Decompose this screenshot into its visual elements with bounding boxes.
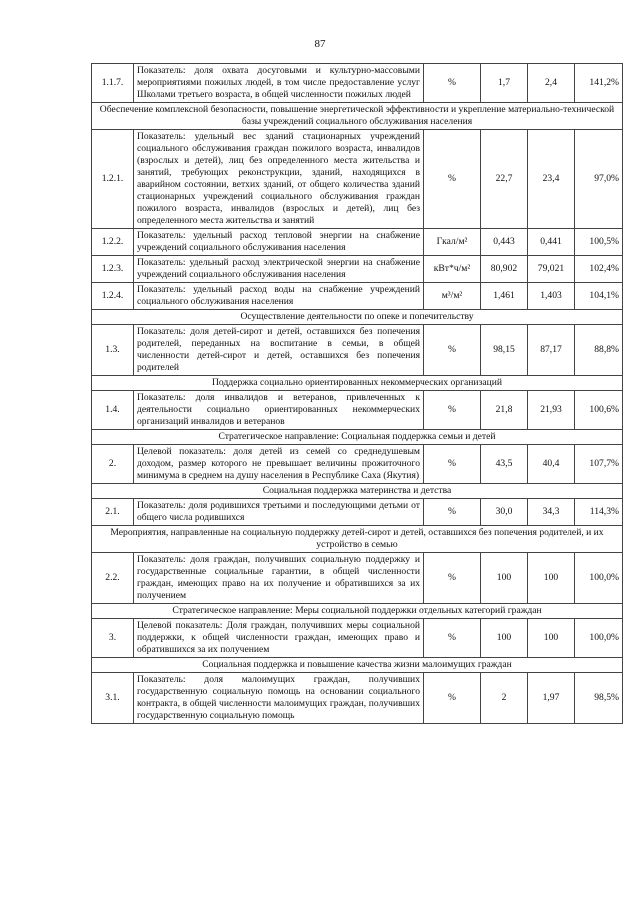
value-cell: 21,93 xyxy=(528,391,575,430)
value-cell: 79,021 xyxy=(528,256,575,283)
page-number: 87 xyxy=(314,38,326,50)
section-row xyxy=(92,658,623,673)
indicator-description: Показатель: доля инвалидов и ветеранов, привлеченных к деятельности социально ориентированных некоммерческих организаций инвалидов и ветеранов xyxy=(134,391,424,430)
percent-cell: 88,8% xyxy=(575,325,623,376)
percent-cell: 141,2% xyxy=(575,64,623,103)
unit-cell: м³/м² xyxy=(424,283,481,310)
unit-cell: % xyxy=(424,673,481,724)
table-body xyxy=(92,64,623,724)
section-heading: Обеспечение комплексной безопасности, повышение энергетической эффективности и укрепление материально-технической базы учреждений социального обслуживания населения xyxy=(92,103,623,130)
row-number: 2. xyxy=(92,445,134,484)
indicator-description: Показатель: удельный расход электрической энергии на снабжение учреждений социального обслуживания населения xyxy=(134,256,424,283)
unit-cell: % xyxy=(424,445,481,484)
unit-cell: % xyxy=(424,64,481,103)
value-cell: 23,4 xyxy=(528,130,575,229)
table-row xyxy=(92,256,623,283)
percent-cell: 100,0% xyxy=(575,619,623,658)
table-row xyxy=(92,130,623,229)
unit-cell: % xyxy=(424,130,481,229)
value-cell: 1,97 xyxy=(528,673,575,724)
value-cell: 30,0 xyxy=(481,499,528,526)
row-number: 1.2.2. xyxy=(92,229,134,256)
unit-cell: % xyxy=(424,391,481,430)
value-cell: 98,15 xyxy=(481,325,528,376)
percent-cell: 97,0% xyxy=(575,130,623,229)
value-cell: 1,7 xyxy=(481,64,528,103)
value-cell: 22,7 xyxy=(481,130,528,229)
row-number: 3. xyxy=(92,619,134,658)
percent-cell: 114,3% xyxy=(575,499,623,526)
row-number: 2.1. xyxy=(92,499,134,526)
value-cell: 21,8 xyxy=(481,391,528,430)
indicator-description: Показатель: доля малоимущих граждан, получивших государственную социальную помощь на основании социального контракта, в общей численности малоимущих граждан, получивших государственную социальную помощь xyxy=(134,673,424,724)
indicator-description: Показатель: доля родившихся третьими и последующими детьми от общего числа родившихся xyxy=(134,499,424,526)
value-cell: 43,5 xyxy=(481,445,528,484)
row-number: 1.2.4. xyxy=(92,283,134,310)
table-row xyxy=(92,64,623,103)
indicator-description: Показатель: доля граждан, получивших социальную поддержку и государственные социальные гарантии, в общей численности граждан, имеющих право на их получение и обратившихся за их получением xyxy=(134,553,424,604)
indicator-description: Показатель: доля детей-сирот и детей, оставшихся без попечения родителей, переданных на воспитание в семьи, в общей численности детей-сирот и детей, оставшихся без попечения родителей xyxy=(134,325,424,376)
row-number: 1.2.1. xyxy=(92,130,134,229)
section-heading: Мероприятия, направленные на социальную поддержку детей-сирот и детей, оставшихся без попечения родителей, и их устройство в семью xyxy=(92,526,623,553)
unit-cell: Гкал/м² xyxy=(424,229,481,256)
row-number: 1.3. xyxy=(92,325,134,376)
indicator-description: Целевой показатель: Доля граждан, получивших меры социальной поддержки, к общей численности граждан, имеющих право и обратившихся за их получением xyxy=(134,619,424,658)
section-row xyxy=(92,484,623,499)
indicator-description: Показатель: удельный расход тепловой энергии на снабжение учреждений социального обслуживания населения xyxy=(134,229,424,256)
value-cell: 0,443 xyxy=(481,229,528,256)
percent-cell: 100,0% xyxy=(575,553,623,604)
table-row xyxy=(92,499,623,526)
unit-cell: % xyxy=(424,553,481,604)
value-cell: 87,17 xyxy=(528,325,575,376)
unit-cell: % xyxy=(424,325,481,376)
section-heading: Социальная поддержка и повышение качества жизни малоимущих граждан xyxy=(92,658,623,673)
unit-cell: кВт*ч/м² xyxy=(424,256,481,283)
row-number: 3.1. xyxy=(92,673,134,724)
section-row xyxy=(92,526,623,553)
section-heading: Стратегическое направление: Меры социальной поддержки отдельных категорий граждан xyxy=(92,604,623,619)
section-heading: Стратегическое направление: Социальная поддержка семьи и детей xyxy=(92,430,623,445)
indicator-description: Показатель: удельный расход воды на снабжение учреждений социального обслуживания населения xyxy=(134,283,424,310)
section-row xyxy=(92,103,623,130)
row-number: 1.2.3. xyxy=(92,256,134,283)
section-heading: Поддержка социально ориентированных некоммерческих организаций xyxy=(92,376,623,391)
percent-cell: 107,7% xyxy=(575,445,623,484)
value-cell: 1,403 xyxy=(528,283,575,310)
table-row xyxy=(92,673,623,724)
value-cell: 40,4 xyxy=(528,445,575,484)
percent-cell: 100,5% xyxy=(575,229,623,256)
indicators-table xyxy=(91,63,623,724)
unit-cell: % xyxy=(424,619,481,658)
value-cell: 34,3 xyxy=(528,499,575,526)
section-row xyxy=(92,430,623,445)
value-cell: 100 xyxy=(481,619,528,658)
value-cell: 80,902 xyxy=(481,256,528,283)
value-cell: 2 xyxy=(481,673,528,724)
section-row xyxy=(92,604,623,619)
table-row xyxy=(92,325,623,376)
indicator-description: Показатель: доля охвата досуговыми и культурно-массовыми мероприятиями пожилых людей, в том числе предоставление услуг Школами третьего возраста, в общей численности пожилых людей xyxy=(134,64,424,103)
value-cell: 0,441 xyxy=(528,229,575,256)
section-heading: Осуществление деятельности по опеке и попечительству xyxy=(92,310,623,325)
row-number: 1.4. xyxy=(92,391,134,430)
table-row xyxy=(92,553,623,604)
percent-cell: 104,1% xyxy=(575,283,623,310)
value-cell: 100 xyxy=(528,619,575,658)
row-number: 1.1.7. xyxy=(92,64,134,103)
indicator-description: Показатель: удельный вес зданий стационарных учреждений социального обслуживания граждан пожилого возраста, инвалидов (взрослых и детей), лиц без определенного места жительства и занятий, требующих реконструкции, зданий, находящихся в аварийном состоянии, ветхих зданий, от общего количества зданий стационарных учреждений социального обслуживания граждан пожилого возраста, инвалидов (взрослых и детей), лиц без определенного места жительства и занятий xyxy=(134,130,424,229)
value-cell: 2,4 xyxy=(528,64,575,103)
row-number: 2.2. xyxy=(92,553,134,604)
percent-cell: 102,4% xyxy=(575,256,623,283)
table-row xyxy=(92,445,623,484)
value-cell: 1,461 xyxy=(481,283,528,310)
section-row xyxy=(92,376,623,391)
table-row xyxy=(92,229,623,256)
value-cell: 100 xyxy=(481,553,528,604)
section-row xyxy=(92,310,623,325)
unit-cell: % xyxy=(424,499,481,526)
table-row xyxy=(92,391,623,430)
percent-cell: 100,6% xyxy=(575,391,623,430)
indicator-description: Целевой показатель: доля детей из семей со среднедушевым доходом, размер которого не превышает величины прожиточного минимума в среднем на душу населения в Республике Саха (Якутия) xyxy=(134,445,424,484)
percent-cell: 98,5% xyxy=(575,673,623,724)
section-heading: Социальная поддержка материнства и детства xyxy=(92,484,623,499)
table-row xyxy=(92,619,623,658)
table-row xyxy=(92,283,623,310)
value-cell: 100 xyxy=(528,553,575,604)
